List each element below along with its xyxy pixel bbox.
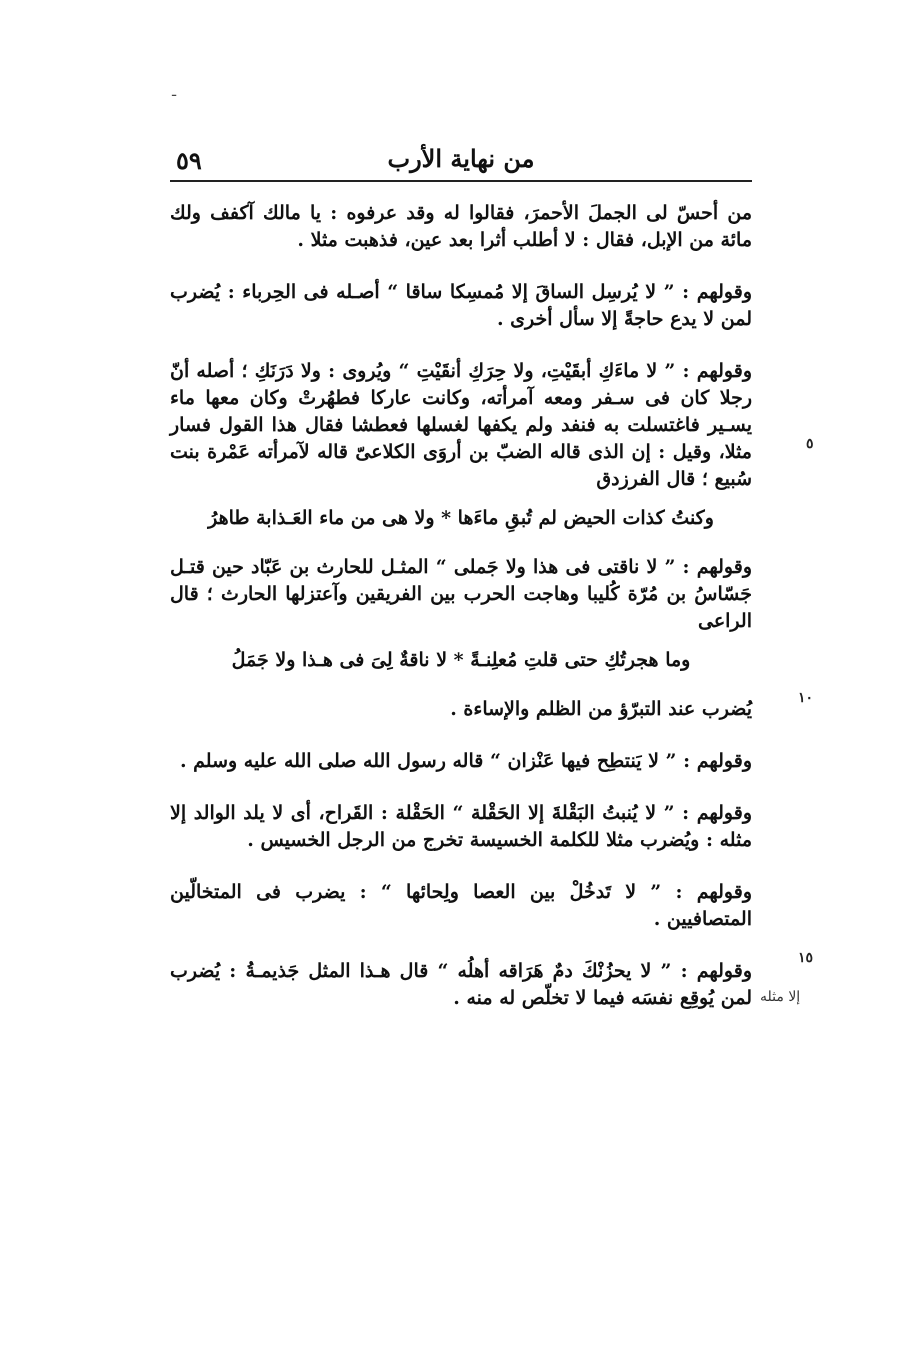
paragraph-yursil: وقولهم : ” لا يُرسِل الساقَ إلا مُمسِكا ساقا “ أصـله فى الحِرباء : يُضرب لمن لا يدع حاجةً إلا سأل أخرى .	[170, 281, 752, 330]
line-number-5: ٥	[806, 436, 814, 452]
page-header	[170, 140, 752, 180]
header-rule	[170, 180, 752, 182]
paragraph-dam: وقولهم : ” لا يحزُنْكَ دمٌ هَرَاقه أهلُه “ قال هـذا المثل جَذيمـةُ : يُضرب لمن يُوقِع نفسَه فيما لا تخلّص له منه .	[170, 960, 752, 1009]
paragraph-ahmar: من أحسّ لى الجملَ الأحمرَ، فقالوا له وقد عرفوه : يا مالك آكفف ولك مائة من الإبل، فقال : لا أطلب أثرا بعد عين، فذهبت مثلا .	[170, 202, 752, 251]
line-number-15: ١٥	[798, 950, 814, 966]
paragraph-anzan: وقولهم : ” لا يَنتطِح فيها عَنْزان “ قاله رسول الله صلى الله عليه وسلم .	[179, 750, 752, 772]
verse-farazdaq: وكنتُ كذات الحيض لم تُبقِ ماءَها * ولا هى من ماء العَـذابة طاهرُ	[208, 507, 714, 529]
body-text	[170, 200, 752, 1037]
verse-raai: وما هجرتُكِ حتى قلتِ مُعلِنـةً * لا ناقةٌ لِىَ فى هـذا ولا جَمَلُ	[231, 649, 691, 671]
paragraph-maaki: وقولهم : ” لا ماءَكِ أبقَيْتِ، ولا حِرَكِ أنقَيْتِ “ ويُروى : ولا دَرَنَكِ ؛ أصله أنّ رجلا كان فى سـفر ومعه آمرأته، وكانت عاركا فطهُرتْ وكان معها ماء يسـير فاغتسلت به فنفد ولم يكفها لغسلها فعطشا فقال هذا القول فسار مثلا، وقيل : إن الذى قاله الضبّ بن أروَى الكلاعىّ قاله لآمرأته عَمْرة بنت سُبيع ؛ قال الفرزدق	[170, 360, 752, 490]
margin-continuation-note: إلا مثله	[760, 989, 801, 1005]
running-title: من نهاية الأرب	[387, 144, 535, 173]
paragraph-asa: وقولهم : ” لا تَدخُلْ بين العصا ولِحائها “ : يضرب فى المتخالّين المتصافيين .	[170, 881, 752, 930]
paragraph-tabarru: يُضرب عند التبرّؤ من الظلم والإساءة .	[450, 698, 752, 720]
paragraph-baqla: وقولهم : ” لا يُنبتُ البَقْلةَ إلا الحَقْلة “ الحَقْلة : القَراح، أى لا يلد الوالد إلا مثله : ويُضرب مثلا للكلمة الخسيسة تخرج من الرجل الخسيس .	[170, 802, 752, 851]
scan-mark: ـ	[172, 84, 177, 100]
line-number-10: ١٠	[798, 690, 814, 706]
paragraph-naqati: وقولهم : ” لا ناقتى فى هذا ولا جَملى “ المثـل للحارث بن عَبّاد حين قتـل جَسّاسُ بن مُرّة كُليبا وهاجت الحرب بين الفريقين وآعتزلها الحارث ؛ قال الراعى	[170, 556, 752, 632]
page-number: ٥٩	[176, 146, 202, 175]
